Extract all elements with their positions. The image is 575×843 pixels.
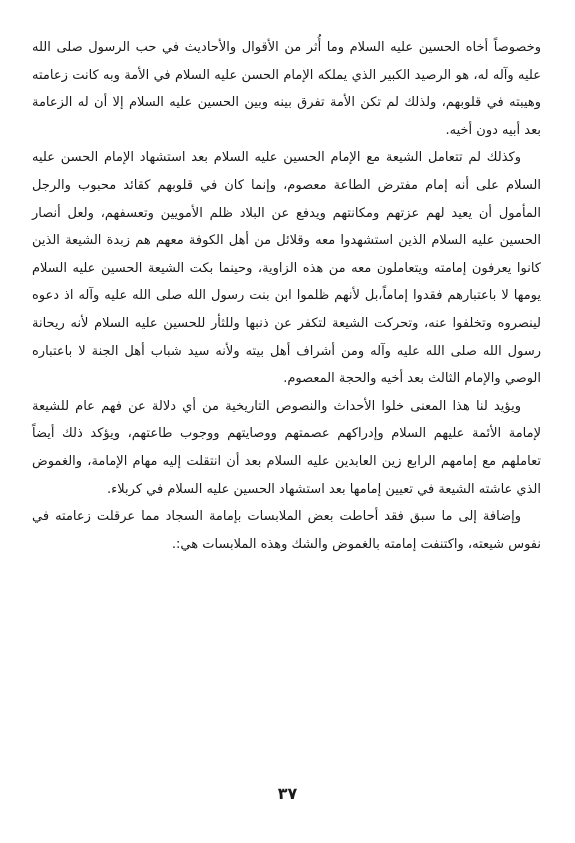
document-page (32, 34, 541, 843)
paragraph-2: وكذلك لم تتعامل الشيعة مع الإمام الحسين عليه السلام بعد استشهاد الإمام الحسن عليه السلام على أنه إمام مفترض الطاعة معصوم، وإنما كان في قلوبهم كقائد محبوب والرجل المأمول أن يعيد لهم عزتهم ومكانتهم ويدفع عن البلاد ظلم الأمويين وتعسفهم، ولعل أنصار الحسين عليه السلام الذين استشهدوا معه وقلائل من أهل الكوفة معهم هم زبدة الشيعة الذين كانوا يعرفون إمامته ويتعاملون معه من هذه الزاوية، وحينما بكت الشيعة الحسين عليه السلام يومها لا باعتبارهم فقدوا إماماً،بل لأنهم ظلموا ابن بنت رسول الله صلى الله عليه وآله اذ دعوه لينصروه وتخلفوا عنه، وتحركت الشيعة لتكفر عن ذنبها وللثأر للحسين عليه السلام لأنه ريحانة رسول الله صلى الله عليه وآله ومن أشراف أهل بيته ولأنه سيد شباب أهل الجنة لا باعتباره الوصي والإمام الثالث بعد أخيه والحجة المعصوم. (32, 150, 541, 387)
paragraph-3: ويؤيد لنا هذا المعنى خلوا الأحداث والنصوص التاريخية من أي دلالة عن فهم عام للشيعة لإمامة الأئمة عليهم السلام وإدراكهم عصمتهم ووصايتهم ووجوب طاعتهم، ويؤكد ذلك أيضاً تعاملهم مع إمامهم الرابع زين العابدين عليه السلام بعد أن انتقلت إليه مهام الإمامة، والغموض الذي عاشته الشيعة في تعيين إمامها بعد استشهاد الحسين عليه السلام في كربلاء. (32, 398, 541, 497)
paragraph-1: وخصوصاً أخاه الحسين عليه السلام وما أُثر من الأقوال والأحاديث في حب الرسول صلى الله عليه وآله له، هو الرصيد الكبير الذي يملكه الإمام الحسن عليه السلام في الأمة وبه كانت زعامته وهيبته في قلوبهم، ولذلك لم تكن الأمة تفرق بينه وبين الحسين عليه السلام إلا أن له الزعامة بعد أبيه دون أخيه. (32, 40, 541, 138)
paragraph-4: وإضافة إلى ما سبق فقد أحاطت بعض الملابسات بإمامة السجاد مما عرقلت زعامته في نفوس شيعته، واكتنفت إمامته بالغموض والشك وهذه الملابسات هي:. (32, 509, 541, 552)
page-number: ٣٧ (277, 784, 298, 803)
